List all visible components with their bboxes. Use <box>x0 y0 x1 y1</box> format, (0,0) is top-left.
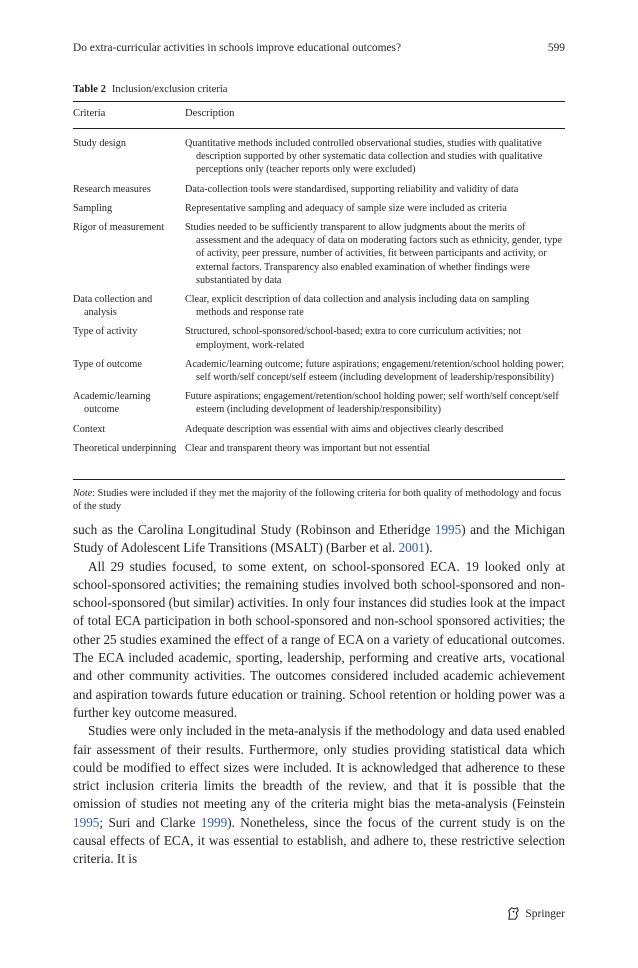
publisher-logo <box>506 906 565 921</box>
description-cell: Studies needed to be sufficiently transparent to allow judgments about the merits of assessment and the adequacy of data on moderating factors such as ethnicity, gender, type of activity, peer pressure, number of activities, fit between participants and activity, or external factors. Transparency also enabled examination of whether findings were substantiated by data <box>185 222 562 286</box>
table-row <box>73 137 565 177</box>
journal-page <box>73 0 565 968</box>
table-note <box>73 487 565 513</box>
criteria-cell: Study design <box>73 138 126 149</box>
table-row <box>73 442 565 455</box>
description-cell: Representative sampling and adequacy of sample size were included as criteria <box>185 202 507 214</box>
description-cell: Clear and transparent theory was important but not essential <box>185 442 430 454</box>
table-body <box>73 137 565 455</box>
criteria-cell: Theoretical underpinning <box>73 442 177 454</box>
citation-link[interactable]: 1999 <box>200 814 228 830</box>
description-cell: Structured, school-sponsored/school-based; extra to core curriculum activities; not employment, work-related <box>185 326 522 351</box>
table-row <box>73 358 565 384</box>
description-cell: Clear, explicit description of data collection and analysis including data on sampling methods and response rate <box>185 294 530 319</box>
table-bottom-rule <box>73 479 565 480</box>
paragraph-3: Studies were only included in the meta-analysis if the methodology and data used enabled fair assessment of their results. Furthermore, only studies providing statistical data which could be modified to effect sizes were included. It is acknowledged that adherence to these strict inclusion criteria limits the breadth of the review, and that it is possible that the omission of studies not meeting any of the criteria might bias the meta-analysis (Feinstein 1995; Suri and Clarke 1999). Nonetheless, since the focus of the current study is on the causal effects of ECA, it was essential to establish, and adhere to, these restrictive selection criteria. It is <box>73 723 565 867</box>
note-text: : Studies were included if they met the majority of the following criteria for both quality of methodology and focus of the study <box>73 488 562 513</box>
note-label: Note <box>73 488 93 499</box>
description-cell: Quantitative methods included controlled observational studies, studies with qualitative description supported by other systematic data collection and studies with qualitative perceptions only (teacher reports only were excluded) <box>185 138 543 176</box>
table-row <box>73 183 565 196</box>
springer-horse-icon <box>506 906 521 921</box>
table-row <box>73 325 565 351</box>
citation-link[interactable]: 1995 <box>73 814 100 830</box>
table-label: Table 2 <box>73 84 106 95</box>
page-number: 599 <box>547 42 565 54</box>
description-cell: Future aspirations; engagement/retention/school holding power; self worth/self concept/self esteem (including development of leadership/responsibility) <box>185 391 559 416</box>
table-row <box>73 221 565 287</box>
criteria-cell: Research measures <box>73 183 151 195</box>
running-header <box>73 42 565 60</box>
table-row <box>73 202 565 215</box>
criteria-cell: Academic/learning outcome <box>73 391 151 416</box>
description-cell: Adequate description was essential with aims and objectives clearly described <box>185 423 504 435</box>
criteria-cell: Rigor of measurement <box>73 222 165 234</box>
column-header-criteria: Criteria <box>73 108 106 119</box>
table-caption-text: Inclusion/exclusion criteria <box>111 84 228 95</box>
table-top-rule <box>73 101 565 102</box>
criteria-cell: Data collection and analysis <box>73 294 153 319</box>
column-header-description: Description <box>185 108 235 119</box>
paragraph-1: such as the Carolina Longitudinal Study (Robinson and Etheridge 1995) and the Michigan Study of Adolescent Life Transitions (MSALT) (Barber et al. 2001). <box>73 522 565 556</box>
citation-link[interactable]: 1995 <box>434 522 462 537</box>
paragraph-2: All 29 studies focused, to some extent, on school-sponsored ECA. 19 looked only at school-sponsored activities; the remaining studies involved both school-sponsored and non-school-sponsored (but similar) activities. In only four instances did studies look at the impact of total ECA participation in both school-sponsored and non-school sponsored activities; the other 25 studies examined the effect of a range of ECA on a variety of educational outcomes. The ECA included academic, sporting, leadership, performing and creative arts, vocational and other community activities. The outcomes considered included academic achievement and aspiration towards future education or training. School retention or holding power was a further key outcome measured. <box>73 558 565 720</box>
citation-link[interactable]: 2001 <box>398 540 425 556</box>
running-title: Do extra-curricular activities in schools improve educational outcomes? <box>73 42 401 54</box>
criteria-cell: Type of activity <box>73 326 138 338</box>
table-row <box>73 390 565 416</box>
publisher-name: Springer <box>525 907 565 920</box>
description-cell: Academic/learning outcome; future aspirations; engagement/retention/school holding power; self worth/self concept/self esteem (including development of leadership/responsibility) <box>185 358 565 384</box>
criteria-cell: Sampling <box>73 202 113 214</box>
table-header-rule <box>73 128 565 129</box>
table-row <box>73 293 565 319</box>
criteria-cell: Context <box>73 423 106 435</box>
table-caption <box>73 84 228 95</box>
table-row <box>73 423 565 436</box>
description-cell: Data-collection tools were standardised, supporting reliability and validity of data <box>185 183 519 195</box>
criteria-cell: Type of outcome <box>73 358 142 370</box>
body-text <box>73 521 565 869</box>
